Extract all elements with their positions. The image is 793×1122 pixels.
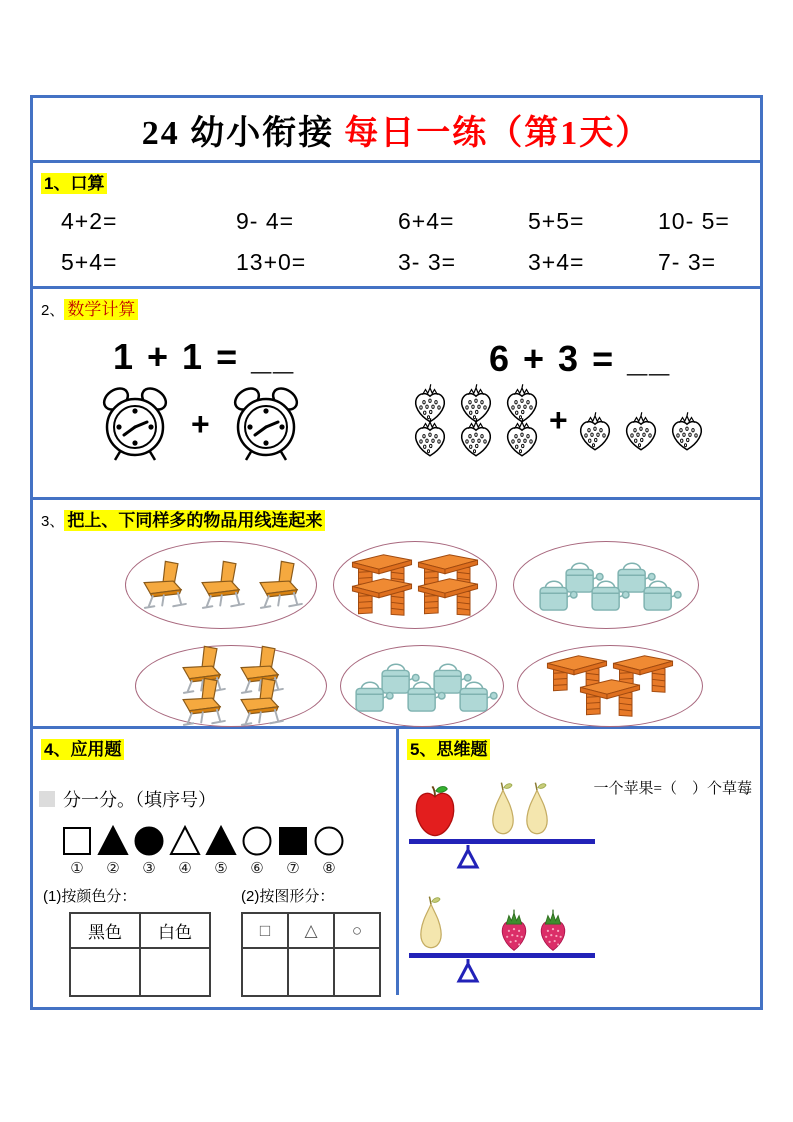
section5-number: 5、 [410,740,437,759]
strawberry-icon [536,907,570,953]
shape-black-triangle [203,824,239,877]
berry-group-right [572,410,710,452]
math-problem: 10- 5= [658,208,730,234]
alarm-clock-icon [226,384,306,464]
page-title [33,98,760,163]
plus-sign: + [191,405,210,442]
title-red-part: 每日一练（第1天） [344,114,652,152]
watering-can-icon [632,575,684,613]
section1-header [33,163,760,194]
balance-question: 一个苹果=（ ）个草莓 [593,781,752,797]
plus-sign: + [549,401,568,438]
shape-number: ④ [178,860,192,877]
matching-top-row [33,541,760,629]
square-icon [61,824,93,856]
shape-sort-block [241,885,381,997]
sorting-prompt-text: 分一分。（填序号） [63,790,216,810]
section5-title: 思维题 [436,740,488,759]
table-empty-cell [288,948,334,996]
table-header-cell: 白色 [140,913,210,948]
color-sort-label: (1)按颜色分： [43,888,137,905]
alarm-clock-icon [95,384,175,464]
shape-black-triangle [95,824,131,877]
balance-1 [409,755,604,870]
watering-can-icon [344,676,396,714]
pear-icon [523,779,551,839]
strawberry-outline-icon [664,410,710,452]
clock-problem [33,320,401,464]
shape-number: ⑦ [286,860,300,877]
desk-icon [415,575,481,619]
strawberry-problem [401,320,760,464]
section1-title: 口算 [70,174,105,193]
shape-number: ③ [142,860,156,877]
pear-icon [417,893,445,953]
section-matching [33,500,760,729]
strawberry-outline-icon [407,416,453,458]
triangle-icon [205,824,237,856]
section2-title: 数学计算 [64,299,138,320]
oval-cans-5b [340,645,504,727]
apple-icon [413,783,457,839]
strawberry-equation: 6 + 3 = __ [489,338,672,379]
strawberry-outline-icon [453,416,499,458]
oral-row-2 [33,249,760,276]
oval-desks-3 [517,645,703,727]
balance-2 [409,885,604,984]
chair-icon [250,559,308,611]
balance-2-right-pan [497,907,570,953]
circle-icon [133,824,165,856]
watering-can-icon [580,575,632,613]
math-problem: 5+5= [528,208,585,234]
shape-white-circle [239,824,275,877]
desk-icon [577,676,643,720]
table-header-cell: 黑色 [70,913,140,948]
section4-number: 4、 [44,740,71,759]
triangle-icon [97,824,129,856]
shape-number: ⑧ [322,860,336,877]
table-header-cell: □ [242,913,288,948]
balance-beam [409,953,595,958]
section-bottom-row [33,729,760,995]
shape-number: ⑤ [214,860,228,877]
section3-header [33,500,760,531]
clock-group-right [226,384,306,464]
section1-number: 1、 [44,174,71,193]
shape-number: ① [70,860,84,877]
section4-header [33,729,396,760]
table-empty-cell [70,948,140,996]
oval-desks-4 [333,541,497,629]
chair-icon [192,559,250,611]
table-empty-cell [334,948,380,996]
section3-number: 3、 [41,513,65,530]
shape-white-square [59,824,95,877]
table-empty-cell [140,948,210,996]
shape-white-triangle [167,824,203,877]
section2-number: 2、 [41,302,65,319]
section-math-calculation [33,289,760,500]
watering-can-icon [448,676,500,714]
triangle-icon [169,824,201,856]
math-problem: 7- 3= [658,249,717,275]
strawberry-icon [497,907,531,953]
oval-chairs-4 [135,645,327,727]
section4-title: 应用题 [70,740,122,759]
square-icon [277,824,309,856]
balance-fulcrum-icon [455,844,481,870]
bullet-square-icon [39,791,55,807]
strawberry-outline-icon [572,410,618,452]
shape-black-square [275,824,311,877]
math-problem: 4+2= [61,208,118,234]
math-problem: 5+4= [61,249,118,275]
matching-bottom-row [33,645,760,727]
balance-1-right-pan [489,779,551,839]
oral-row-1 [33,208,760,235]
shape-number: ⑥ [250,860,264,877]
shape-white-circle [311,824,347,877]
section-oral-math [33,163,760,289]
desk-icon [349,575,415,619]
math-problem: 6+4= [398,208,455,234]
section3-title: 把上、下同样多的物品用线连起来 [64,510,325,531]
chair-icon [173,676,231,728]
table-header-cell: △ [288,913,334,948]
sorting-prompt [39,786,396,812]
shape-black-circle [131,824,167,877]
section-word-problems [33,729,399,995]
section-thinking-problems [399,729,760,995]
balance-1-left-pan [413,783,457,839]
oval-chairs-3 [125,541,317,629]
balance-2-left-pan [417,893,445,953]
chair-icon [134,559,192,611]
table-empty-cell [242,948,288,996]
chair-icon [231,676,289,728]
color-sort-table [69,912,211,997]
berry-group-left [407,382,545,458]
color-sort-block [43,885,211,997]
math-problem: 9- 4= [236,208,295,234]
watering-can-icon [528,575,580,613]
table-header-cell: ○ [334,913,380,948]
math-problem: 3- 3= [398,249,457,275]
clock-row [95,384,401,464]
circle-icon [241,824,273,856]
clock-equation: 1 + 1 = __ [113,336,296,377]
strawberry-row [407,382,760,458]
clock-group-left [95,384,175,464]
balance-fulcrum-icon [455,958,481,984]
strawberry-outline-icon [618,410,664,452]
worksheet-document [30,95,763,1010]
section2-header [33,289,760,320]
shape-sort-label: (2)按图形分： [241,888,335,905]
shapes-row [59,824,396,877]
title-black-part: 24 幼小衔接 [141,114,335,152]
math-problem: 13+0= [236,249,307,275]
oval-cans-5 [513,541,699,629]
balance-beam [409,839,595,844]
math-problem: 3+4= [528,249,585,275]
shape-number: ② [106,860,120,877]
strawberry-outline-icon [499,416,545,458]
shape-sort-table [241,912,381,997]
pear-icon [489,779,517,839]
circle-icon [313,824,345,856]
watering-can-icon [396,676,448,714]
